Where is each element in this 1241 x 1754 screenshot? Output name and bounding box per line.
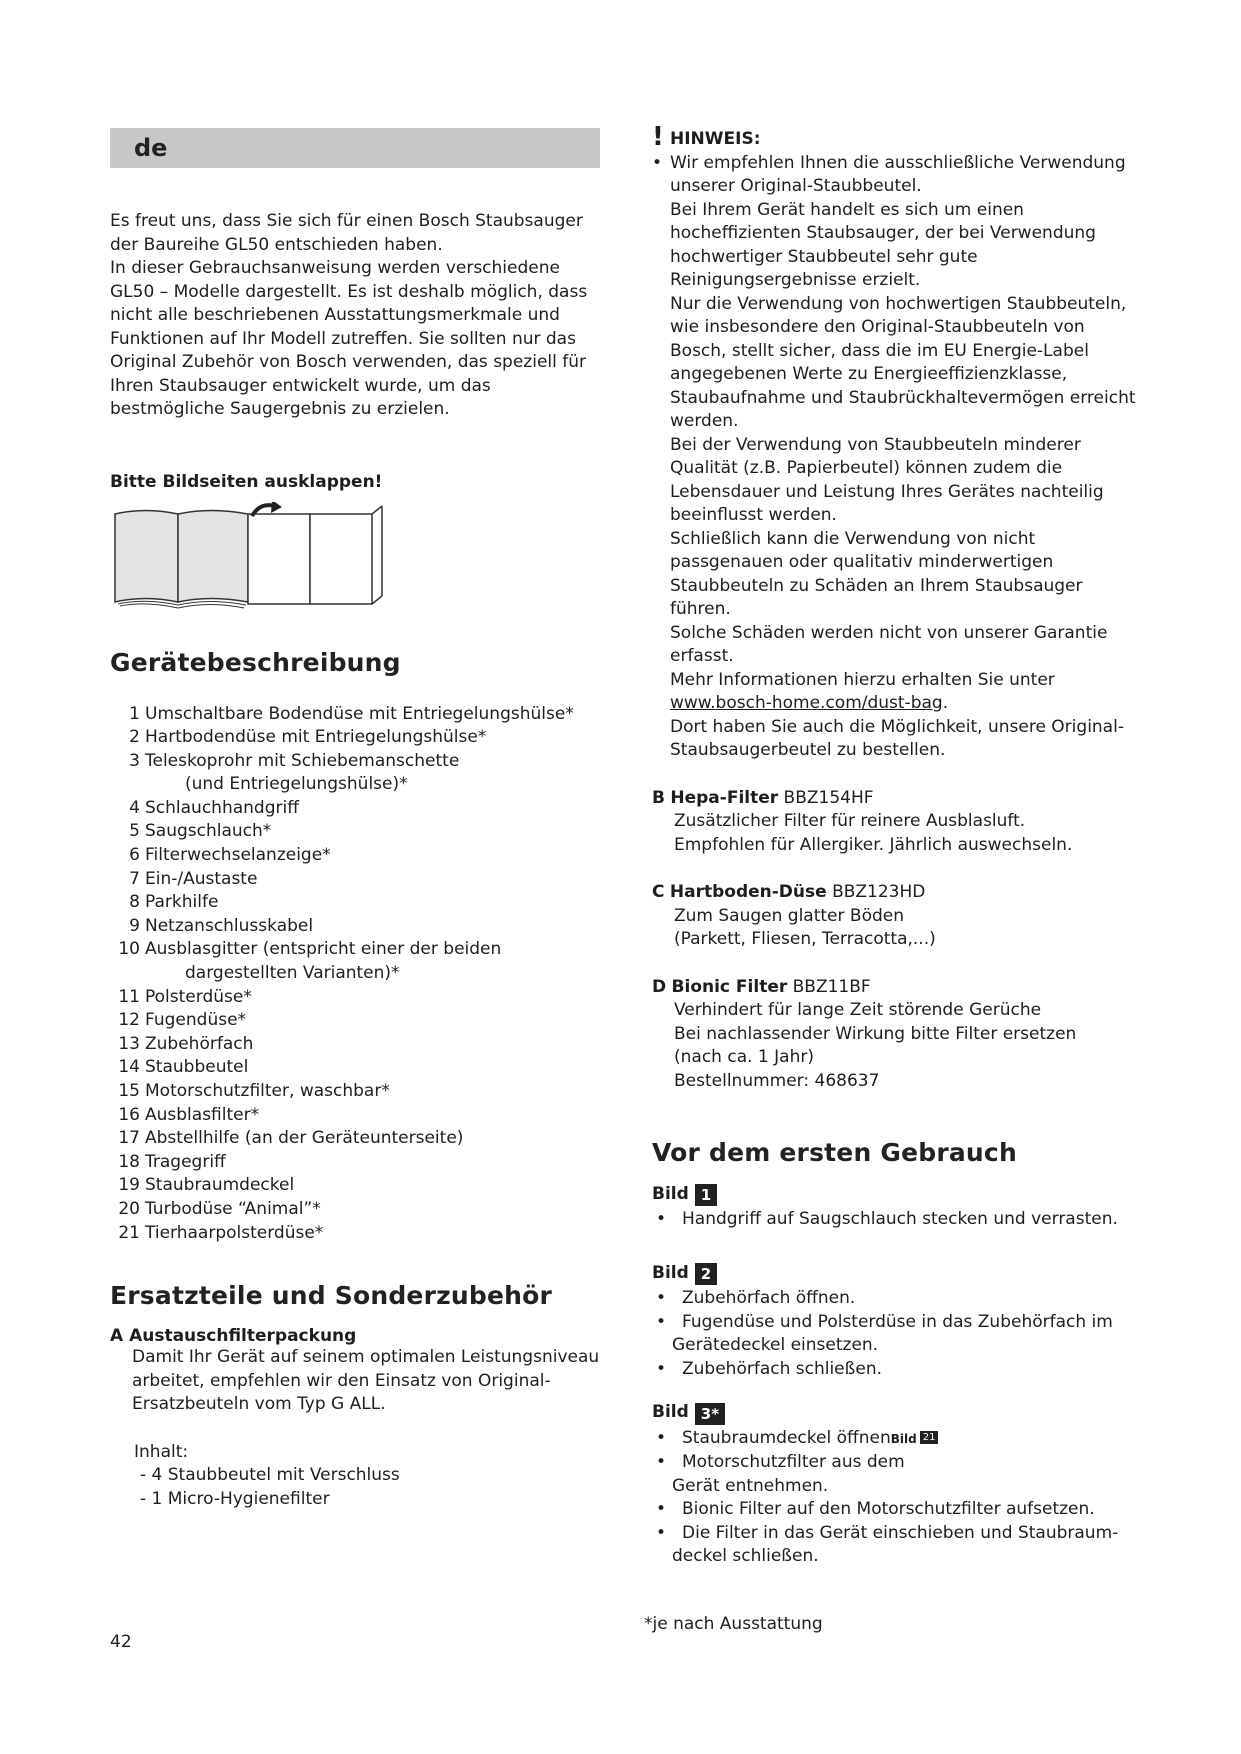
part-number: 2 xyxy=(129,727,140,748)
spare-parts-heading: Ersatzteile und Sonderzubehör xyxy=(110,1281,553,1311)
device-parts-list xyxy=(110,703,600,1246)
device-part-item xyxy=(110,1174,600,1198)
part-label: Ein-/Austaste xyxy=(145,868,258,889)
notice-more-info: Mehr Informationen hierzu erhalten Sie unter xyxy=(670,669,1055,690)
step-item: • Motorschutzfilter aus dem Gerät entnehmen. xyxy=(652,1451,1142,1498)
figure-number-badge: 21 xyxy=(920,1431,939,1444)
intro-text xyxy=(110,210,600,422)
part-label: Fugendüse* xyxy=(145,1010,247,1031)
device-part-item xyxy=(110,1127,600,1151)
intro-paragraph: In dieser Gebrauchsanweisung werden verschiedene GL50 – Modelle dargestellt. Es ist deshalb möglich, dass nicht alle beschriebenen Ausstattungsmerkmale und Funktionen auf Ihr Modell zutreffen. Sie sollten nur das Original Zubehör von Bosch verwenden, das speziell für Ihren Staubsauger entwickelt wurde, um das bestmögliche Saugergebnis zu erzielen. xyxy=(110,258,588,419)
device-description-heading: Gerätebeschreibung xyxy=(110,647,401,677)
part-label: Tragegriff xyxy=(145,1151,226,1172)
filter-pack-text: Damit Ihr Gerät auf seinem optimalen Leistungsniveau arbeitet, empfehlen wir den Einsatz von Original-Ersatzbeuteln vom Typ G ALL. xyxy=(132,1347,600,1415)
accessory-code: BBZ11BF xyxy=(792,976,871,997)
part-label: Parkhilfe xyxy=(145,892,219,913)
notice-paragraph: Solche Schäden werden nicht von unserer Garantie erfasst. xyxy=(670,622,1108,666)
part-label: Schlauchhandgriff xyxy=(145,797,299,818)
part-number: 7 xyxy=(129,868,140,889)
accessory-code: BBZ154HF xyxy=(783,787,874,808)
device-part-item xyxy=(110,915,600,939)
device-part-item xyxy=(110,820,600,844)
first-use-heading: Vor dem ersten Gebrauch xyxy=(652,1138,1017,1167)
accessory-hard-floor-nozzle: C Hartboden-Düse BBZ123HD Zum Saugen glatter Böden (Parkett, Fliesen, Terracotta,...) xyxy=(652,882,936,949)
device-part-item xyxy=(110,1080,600,1104)
part-number: 11 xyxy=(118,986,140,1007)
step-item: • Bionic Filter auf den Motorschutzfilter aufsetzen. xyxy=(652,1498,1142,1522)
exclamation-icon: ! xyxy=(652,122,664,152)
content-item: - 1 Micro-Hygienefilter xyxy=(140,1488,330,1509)
notice-link-line: www.bosch-home.com/dust-bag. xyxy=(670,693,949,713)
accessory-hepa: B Hepa-Filter BBZ154HF Zusätzlicher Filter für reinere Ausblasluft. Empfohlen für Allergiker. Jährlich auswechseln. xyxy=(652,787,1073,855)
step-item: • Zubehörfach schließen. xyxy=(652,1358,1142,1382)
device-part-item xyxy=(110,1033,600,1057)
accessory-name: Hartboden-Düse xyxy=(669,882,827,902)
part-label: Polsterdüse* xyxy=(145,986,252,1007)
part-label: Turbodüse “Animal”* xyxy=(145,1198,321,1219)
part-number: 8 xyxy=(129,892,140,913)
part-number: 13 xyxy=(118,1033,140,1054)
notice-paragraph: Bei Ihrem Gerät handelt es sich um einen hocheffizienten Staubsauger, der bei Verwendung hochwertiger Staubbeutel sehr gute Reinigungsergebnisse erzielt. xyxy=(670,199,1096,290)
part-label-continuation: dargestellten Varianten)* xyxy=(185,963,400,984)
part-label: Filterwechselanzeige* xyxy=(145,845,331,866)
part-number: 1 xyxy=(129,703,140,724)
figure-ref-1: Bild 1 xyxy=(652,1183,1142,1207)
part-label: Zubehörfach xyxy=(145,1033,254,1054)
part-number: 20 xyxy=(118,1198,140,1219)
step-item: • Handgriff auf Saugschlauch stecken und verrasten. xyxy=(652,1208,1142,1232)
part-label: Tierhaarpolsterdüse* xyxy=(145,1222,324,1243)
figure-ref-3: Bild 3* xyxy=(652,1401,1142,1425)
steps-bild-2 xyxy=(652,1287,1142,1381)
part-number: 10 xyxy=(118,939,140,960)
filter-pack-title: A Austauschfilterpackung xyxy=(110,1326,357,1347)
device-part-item xyxy=(110,868,600,892)
content-label: Inhalt: xyxy=(134,1441,189,1462)
notice-paragraph: Bei der Verwendung von Staubbeuteln minderer Qualität (z.B. Papierbeutel) können zudem die Lebensdauer und Leistung Ihres Gerätes nachteilig beeinflusst werden. xyxy=(670,434,1104,525)
language-label: de xyxy=(134,134,168,162)
notice-paragraph: Nur die Verwendung von hochwertigen Staubbeuteln, wie insbesondere den Original-Staubbeuteln von Bosch, stellt sicher, dass die im EU Energie-Label angegebenen Werte zu Energieeffizienzklasse, Staubaufnahme und Staubrückhaltevermögen erreicht werden. xyxy=(670,293,1136,431)
device-part-item xyxy=(110,891,600,915)
device-part-item xyxy=(110,1104,600,1128)
figure-number-badge: 1 xyxy=(695,1184,717,1206)
device-part-item xyxy=(110,986,600,1010)
notice-body xyxy=(670,199,1142,763)
part-label: Abstellhilfe (an der Geräteunterseite) xyxy=(145,1128,464,1149)
figure-number-badge: 3* xyxy=(695,1403,725,1425)
content-items xyxy=(110,1464,600,1511)
part-label: Staubraumdeckel xyxy=(145,1175,295,1196)
intro-paragraph: Es freut uns, dass Sie sich für einen Bosch Staubsauger der Baureihe GL50 entschieden haben. xyxy=(110,211,583,255)
accessory-name: Hepa-Filter xyxy=(670,787,779,808)
notice-first-line xyxy=(652,152,1142,199)
part-label: Staubbeutel xyxy=(145,1057,249,1078)
step-item: • Fugendüse und Polsterdüse in das Zubehörfach im Gerätedeckel einsetzen. xyxy=(652,1311,1142,1358)
right-column xyxy=(652,122,1142,1569)
part-number: 21 xyxy=(118,1222,140,1243)
figure-number-badge: 2 xyxy=(695,1263,717,1285)
notice-paragraph: Dort haben Sie auch die Möglichkeit, unsere Original-Staubsaugerbeutel zu bestellen. xyxy=(670,716,1124,760)
dust-bag-link[interactable]: www.bosch-home.com/dust-bag xyxy=(670,693,943,713)
page-number: 42 xyxy=(110,1632,132,1652)
part-number: 14 xyxy=(118,1057,140,1078)
part-number: 12 xyxy=(118,1010,140,1031)
step-item: • Staubraumdeckel öffnenBild 21 xyxy=(652,1427,1142,1452)
notice-title: HINWEIS: xyxy=(670,129,761,149)
part-number: 15 xyxy=(118,1081,140,1101)
device-part-item xyxy=(110,1151,600,1175)
part-number: 6 xyxy=(129,845,140,866)
part-label: Umschaltbare Bodendüse mit Entriegelungshülse* xyxy=(145,703,574,724)
part-label: Saugschlauch* xyxy=(145,821,272,842)
part-label: Ausblasfilter* xyxy=(145,1104,260,1125)
part-label: Teleskoprohr mit Schiebemanschette xyxy=(145,750,460,771)
accessory-bionic-filter: D Bionic Filter BBZ11BF Verhindert für lange Zeit störende Gerüche Bei nachlassender Wirkung bitte Filter ersetzen (nach ca. 1 Jahr) Bestellnummer: 468637 xyxy=(652,976,1077,1091)
device-part-item xyxy=(110,726,600,750)
fold-out-pages-illustration xyxy=(110,502,390,612)
step-item: • Zubehörfach öffnen. xyxy=(652,1287,1142,1311)
device-part-item xyxy=(110,1198,600,1222)
part-label: Motorschutzfilter, waschbar* xyxy=(145,1081,390,1101)
notice-paragraph: Schließlich kann die Verwendung von nicht passgenauen oder qualitativ minderwertigen Staubbeuteln zu Schäden an Ihrem Staubsauger führen. xyxy=(670,528,1083,619)
device-part-item xyxy=(110,844,600,868)
accessory-name: Bionic Filter xyxy=(671,976,788,997)
part-number: 5 xyxy=(129,821,140,842)
part-number: 17 xyxy=(118,1128,140,1149)
part-number: 9 xyxy=(129,915,140,936)
fold-note: Bitte Bildseiten ausklappen! xyxy=(110,471,383,492)
figure-ref-2: Bild 2 xyxy=(652,1262,1142,1286)
device-part-item xyxy=(110,750,600,797)
device-part-item xyxy=(110,1056,600,1080)
steps-bild-1 xyxy=(652,1208,1142,1232)
notice-box xyxy=(652,122,1142,763)
accessory-code: BBZ123HD xyxy=(832,882,926,902)
left-column xyxy=(110,128,600,1511)
notice-first-text: Wir empfehlen Ihnen die ausschließliche Verwendung unserer Original-Staubbeutel. xyxy=(670,152,1126,196)
part-number: 16 xyxy=(118,1104,140,1125)
step-item: • Die Filter in das Gerät einschieben und Staubraum- deckel schließen. xyxy=(652,1522,1142,1569)
device-part-item xyxy=(110,1009,600,1033)
part-number: 18 xyxy=(118,1151,140,1172)
steps-bild-3 xyxy=(652,1427,1142,1569)
part-label: Hartbodendüse mit Entriegelungshülse* xyxy=(145,727,487,748)
device-part-item xyxy=(110,1222,600,1246)
part-label: Ausblasgitter (entspricht einer der beiden xyxy=(145,939,502,960)
part-number: 19 xyxy=(118,1175,140,1196)
device-part-item xyxy=(110,797,600,821)
device-part-item xyxy=(110,938,600,985)
part-number: 4 xyxy=(129,797,140,818)
device-part-item xyxy=(110,703,600,727)
part-label-continuation: (und Entriegelungshülse)* xyxy=(185,774,408,795)
bullet-icon: • xyxy=(652,152,663,173)
content-item: - 4 Staubbeutel mit Verschluss xyxy=(140,1465,400,1486)
part-label: Netzanschlusskabel xyxy=(145,915,314,936)
language-tab xyxy=(110,128,600,168)
part-number: 3 xyxy=(129,750,140,771)
footnote: *je nach Ausstattung xyxy=(644,1614,823,1634)
